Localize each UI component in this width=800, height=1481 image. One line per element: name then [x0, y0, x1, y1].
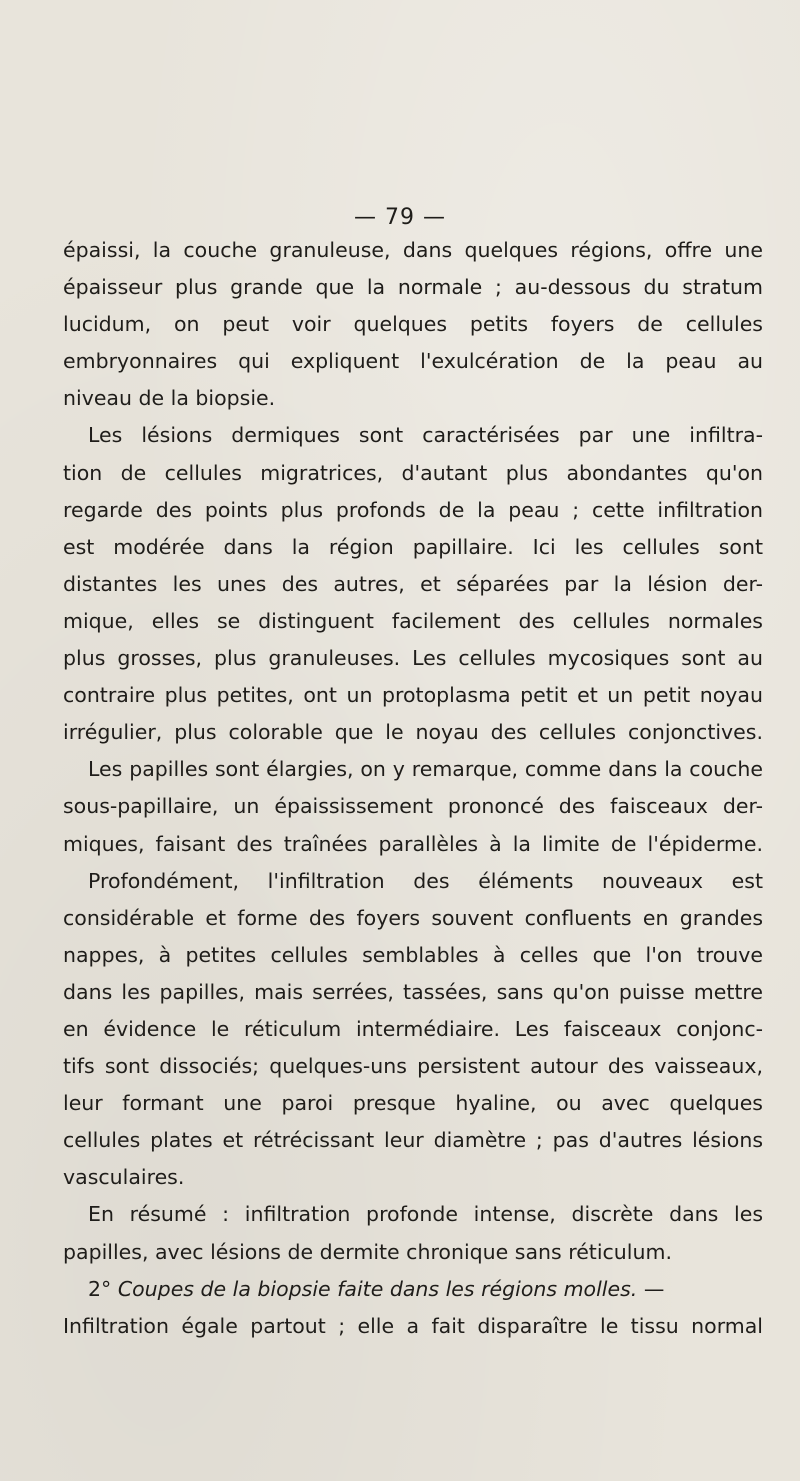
section-title: Coupes de la biopsie faite dans les régions molles. — [117, 1276, 638, 1301]
text-line: leur formant une paroi presque hyaline, ou avec quelques — [63, 1091, 763, 1116]
text-line: épaissi, la couche granuleuse, dans quelques régions, offre une — [63, 238, 763, 262]
text-line: embryonnaires qui expliquent l'exulcération de la peau au — [63, 349, 763, 374]
text-line: est modérée dans la région papillaire. Ici les cellules sont — [63, 534, 763, 559]
text-line: sous-papillaire, un épaississement prononcé des faisceaux der- — [63, 794, 763, 819]
text-line: cellules plates et rétrécissant leur diamètre ; pas d'autres lésions — [63, 1128, 763, 1153]
text-line: lucidum, on peut voir quelques petits foyers de cellules — [63, 312, 763, 337]
text-line: regarde des points plus profonds de la peau ; cette infiltration — [63, 497, 763, 522]
text-line: mique, elles se distinguent facilement des cellules normales — [63, 608, 763, 633]
text-line: tifs sont dissociés; quelques-uns persistent autour des vaisseaux, — [63, 1054, 763, 1079]
text-line: en évidence le réticulum intermédiaire. Les faisceaux conjonc- — [63, 1016, 763, 1041]
text-line: Les lésions dermiques sont caractérisées par une infiltra- — [88, 423, 763, 448]
text-line: irrégulier, plus colorable que le noyau des cellules conjonctives. — [63, 720, 763, 745]
text-line: papilles, avec lésions de dermite chronique sans réticulum. — [63, 1239, 672, 1264]
text-line: contraire plus petites, ont un protoplasma petit et un petit noyau — [63, 683, 763, 708]
text-line: tion de cellules migratrices, d'autant plus abondantes qu'on — [63, 460, 763, 485]
text-line: épaisseur plus grande que la normale ; au-dessous du stratum — [63, 275, 763, 300]
text-line: Profondément, l'infiltration des éléments nouveaux est — [88, 868, 763, 893]
text-line: vasculaires. — [63, 1165, 185, 1190]
text-line: Les papilles sont élargies, on y remarque, comme dans la couche — [88, 757, 763, 782]
section-number: 2° — [88, 1276, 112, 1301]
text-line: distantes les unes des autres, et séparées par la lésion der- — [63, 571, 763, 596]
section-dash: — — [643, 1276, 665, 1301]
text-line: Infiltration égale partout ; elle a fait disparaître le tissu normal — [63, 1313, 763, 1338]
page-number: — 79 — — [354, 205, 446, 230]
text-line: nappes, à petites cellules semblables à celles que l'on trouve — [63, 942, 763, 967]
section-heading-line — [63, 1271, 763, 1308]
text-line: dans les papilles, mais serrées, tassées, sans qu'on puisse mettre — [63, 979, 763, 1004]
text-line: plus grosses, plus granuleuses. Les cellules mycosiques sont au — [63, 646, 763, 671]
text-line: En résumé : infiltration profonde intense, discrète dans les — [88, 1202, 763, 1227]
body-text — [63, 232, 763, 1345]
text-line: miques, faisant des traînées parallèles à la limite de l'épiderme. — [63, 831, 763, 856]
text-line: niveau de la biopsie. — [63, 386, 276, 411]
text-line: considérable et forme des foyers souvent confluents en grandes — [63, 905, 763, 930]
